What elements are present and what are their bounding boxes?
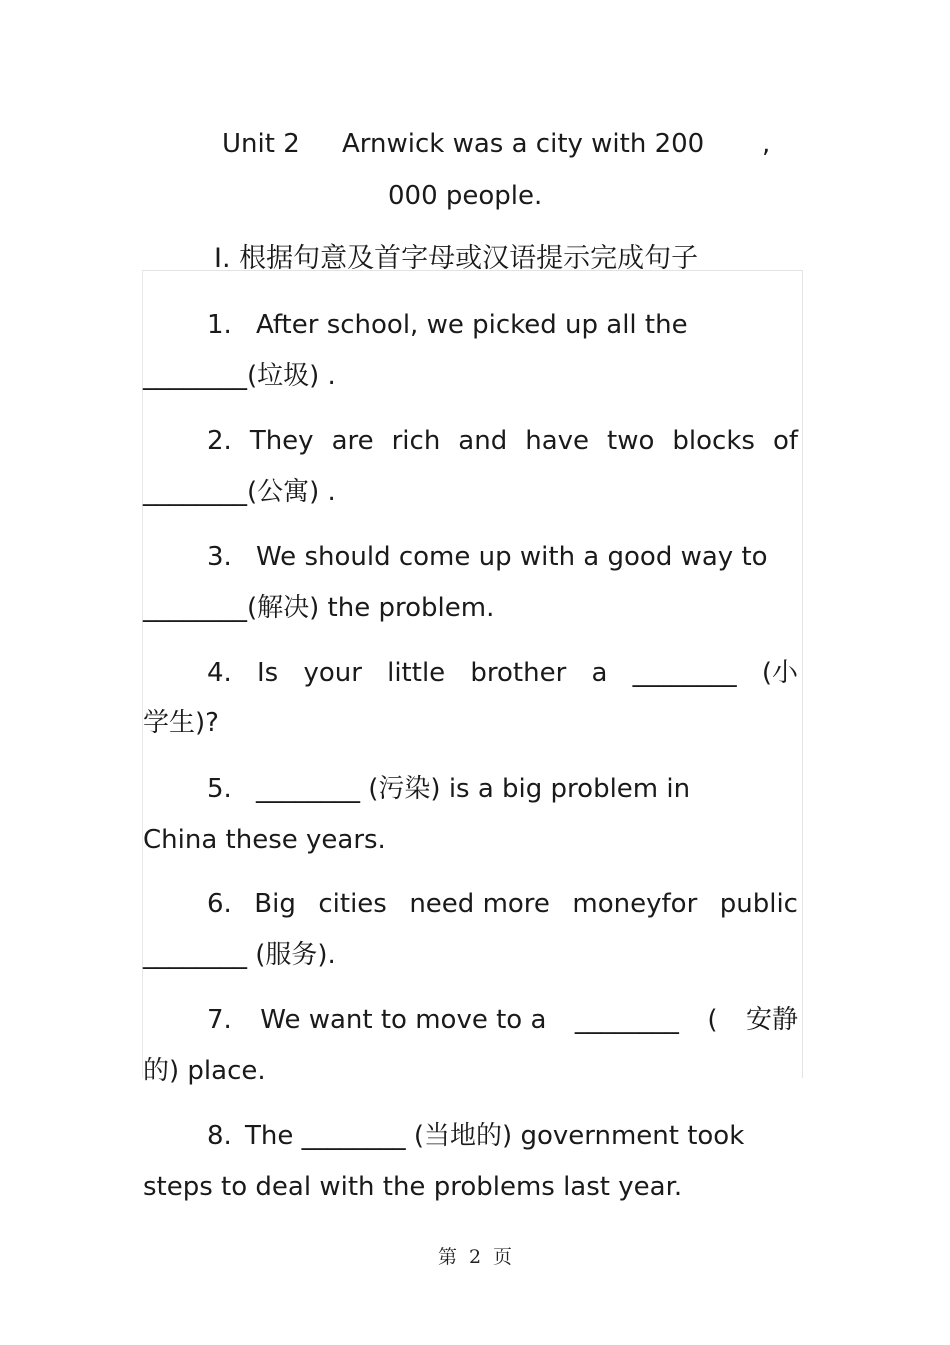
- question-number: 4.: [207, 658, 232, 688]
- footer-suffix: 页: [493, 1246, 513, 1268]
- question-7-line1: 7. We want to move to a ________ ( 安静: [207, 1005, 798, 1035]
- question-6-line1: 6. Big cities need more moneyfor public: [207, 889, 798, 919]
- question-number: 1.: [207, 310, 232, 340]
- page-number: 2: [468, 1246, 482, 1268]
- footer-prefix: 第: [437, 1246, 457, 1268]
- title-unit: Unit 2: [222, 129, 300, 159]
- page-footer: [0, 1242, 950, 1269]
- section-heading: Ⅰ. 根据句意及首字母或汉语提示完成句子: [214, 243, 699, 274]
- question-number: 7.: [207, 1005, 232, 1035]
- question-2-line2: ________(公寓) .: [143, 477, 336, 507]
- title-sentence-part2: 000 people.: [388, 181, 543, 211]
- question-7-line2: 的) place.: [143, 1056, 266, 1086]
- title-comma: ,: [762, 129, 771, 159]
- question-4-line1: 4. Is your little brother a ________ (小: [207, 658, 798, 688]
- question-number: 2.: [207, 426, 232, 456]
- question-8-line2: steps to deal with the problems last year.: [143, 1172, 683, 1202]
- question-number: 8.: [207, 1121, 232, 1151]
- question-3-line1: 3. We should come up with a good way to: [207, 542, 768, 572]
- question-6-line2: ________ (服务).: [143, 940, 336, 970]
- title-sentence-part1: Arnwick was a city with 200: [342, 129, 705, 159]
- question-1-line1: 1. After school, we picked up all the: [207, 310, 688, 340]
- question-number: 3.: [207, 542, 232, 572]
- question-2-line1: 2. They are rich and have two blocks of: [207, 426, 798, 456]
- question-5-line2: China these years.: [143, 825, 386, 855]
- question-number: 6.: [207, 889, 232, 919]
- question-number: 5.: [207, 774, 232, 804]
- question-5-line1: 5. ________ (污染) is a big problem in: [207, 774, 691, 804]
- question-8-line1: 8. The ________ (当地的) government took: [207, 1121, 745, 1151]
- question-4-line2: 学生)?: [143, 708, 219, 738]
- question-3-line2: ________(解决) the problem.: [143, 593, 495, 623]
- question-1-line2: ________(垃圾) .: [143, 361, 336, 391]
